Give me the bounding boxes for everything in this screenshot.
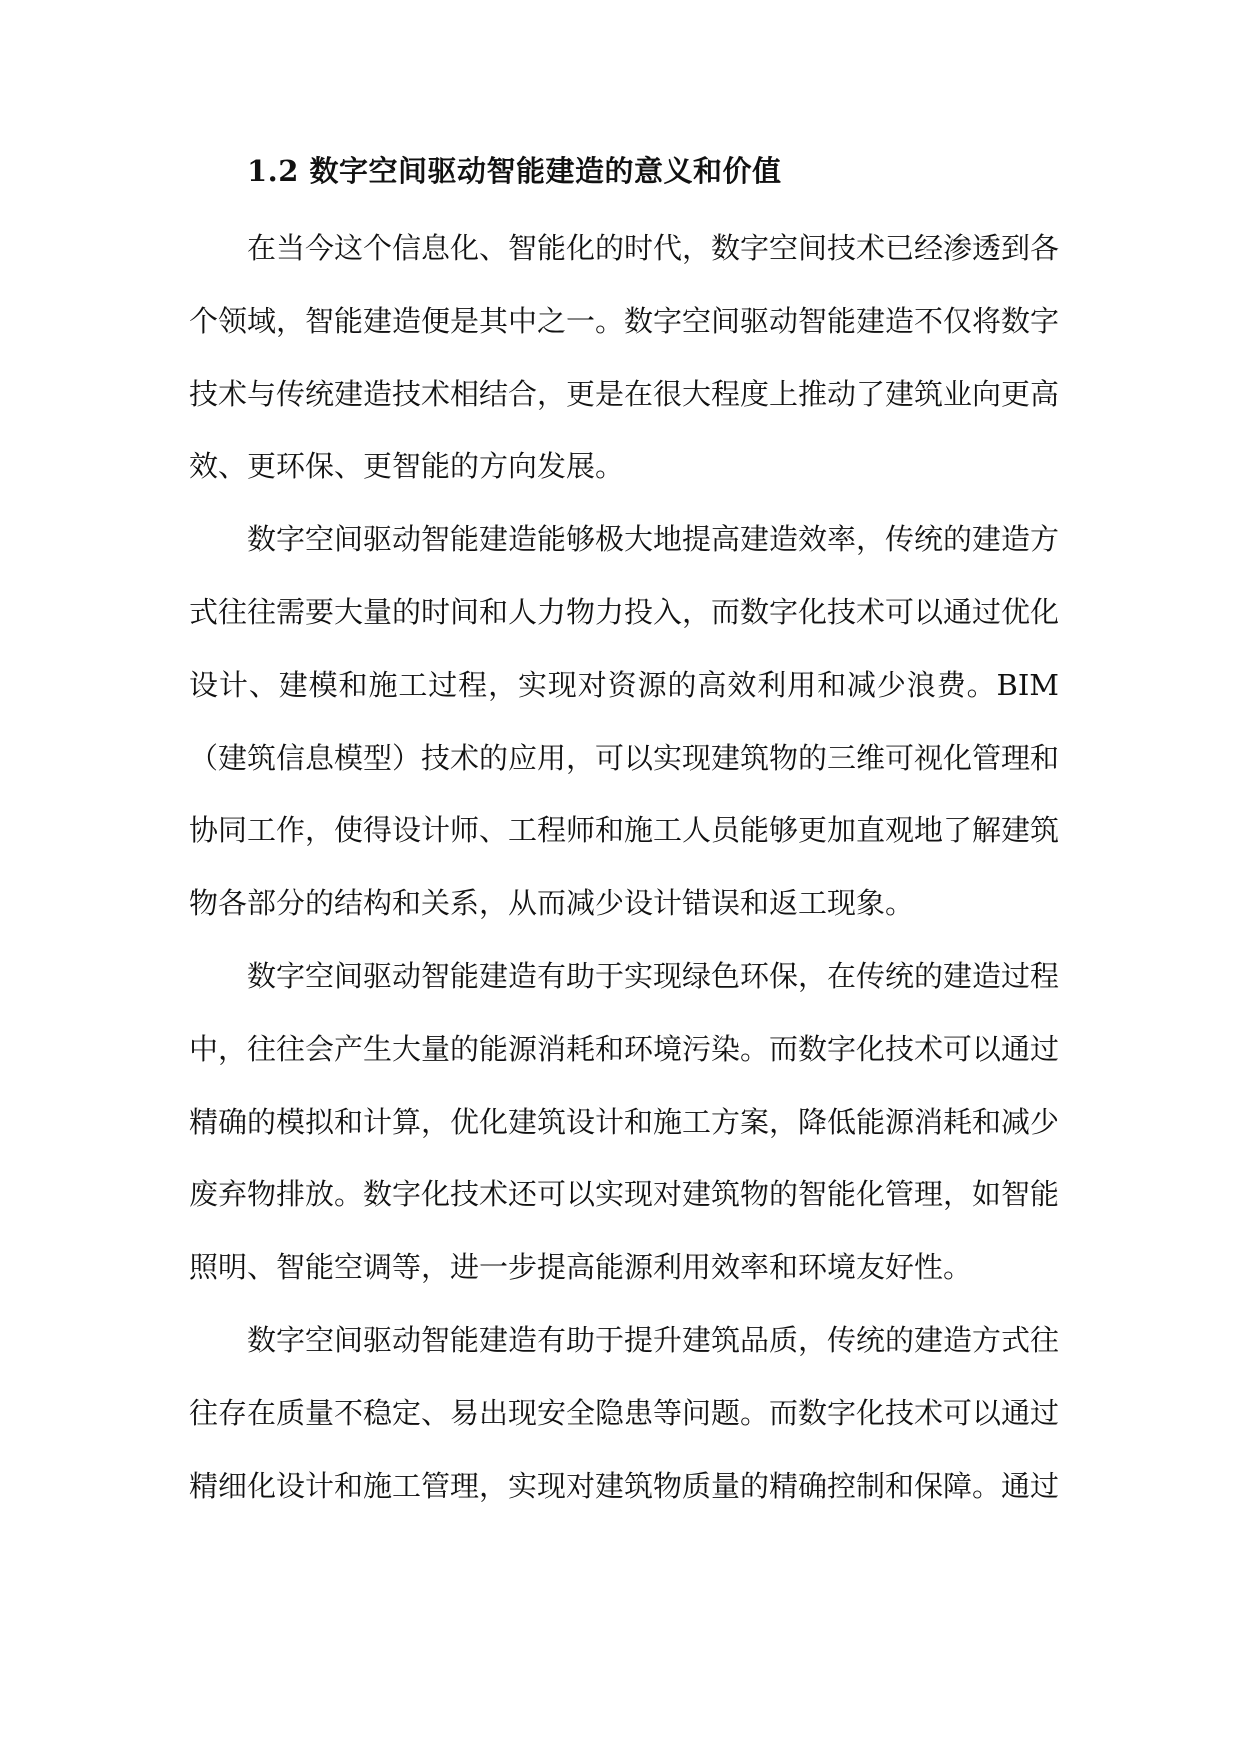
section-heading: 1.2 数字空间驱动智能建造的意义和价值 [247,154,782,188]
paragraph-efficiency: 数字空间驱动智能建造能够极大地提高建造效率，传统的建造方式往往需要大量的时间和人力物力投入，而数字化技术可以通过优化设计、建模和施工过程，实现对资源的高效利用和减少浪费。BIM（建筑信息模型）技术的应用，可以实现建筑物的三维可视化管理和协同工作，使得设计师、工程师和施工人员能够更加直观地了解建筑物各部分的结构和关系，从而减少设计错误和返工现象。 [189,522,1060,921]
paragraph-quality: 数字空间驱动智能建造有助于提升建筑品质，传统的建造方式往往存在质量不稳定、易出现安全隐患等问题。而数字化技术可以通过精细化设计和施工管理，实现对建筑物质量的精确控制和保障。通过 [189,1322,1060,1503]
paragraph-intro: 在当今这个信息化、智能化的时代，数字空间技术已经渗透到各个领域，智能建造便是其中之一。数字空间驱动智能建造不仅将数字技术与传统建造技术相结合，更是在很大程度上推动了建筑业向更高效、更环保、更智能的方向发展。 [189,231,1060,484]
paragraph-green: 数字空间驱动智能建造有助于实现绿色环保，在传统的建造过程中，往往会产生大量的能源消耗和环境污染。而数字化技术可以通过精确的模拟和计算，优化建筑设计和施工方案，降低能源消耗和减少废弃物排放。数字化技术还可以实现对建筑物的智能化管理，如智能照明、智能空调等，进一步提高能源利用效率和环境友好性。 [189,958,1060,1285]
body-text [189,212,1059,1522]
